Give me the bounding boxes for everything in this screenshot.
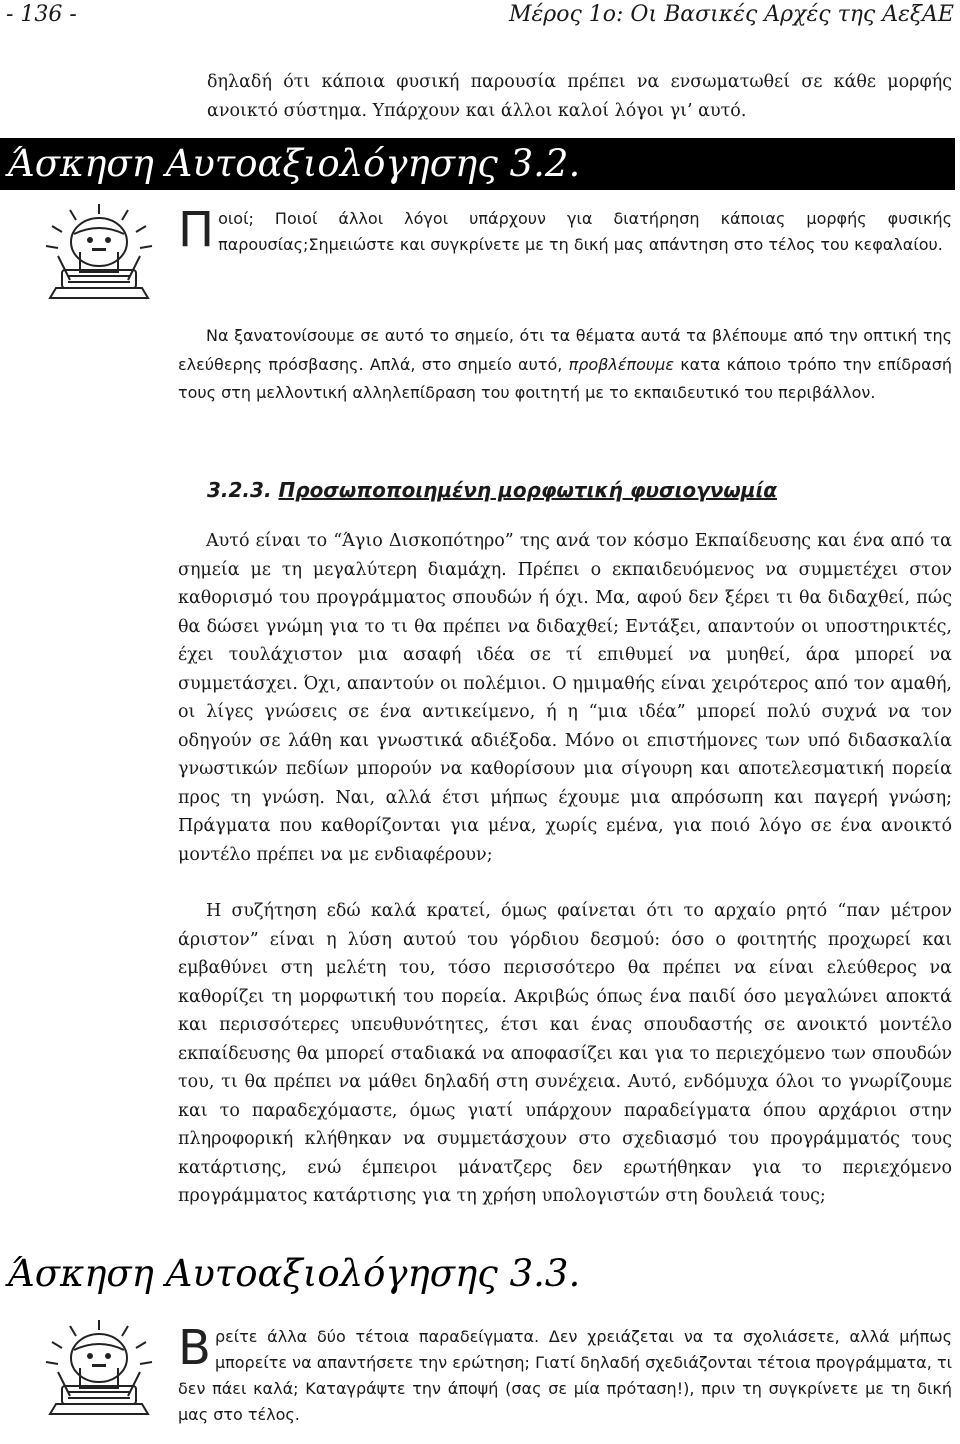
intro-paragraph: δηλαδή ότι κάποια φυσική παρουσία πρέπει να ενσωματωθεί σε κάθε μορφής ανοικτό σύστημα. Υπάρχουν και άλλοι καλοί λόγοι γι’ αυτό. [207,72,952,121]
paragraph-text: Να ξανατονίσουμε σε αυτό το σημείο, ότι τα θέματα αυτά τα βλέπουμε από την οπτική της ελεύθερης πρόσβασης. Απλά, στο σημείο αυτό, [178,326,952,374]
paragraph-text: κατα κάποιο τρόπο την επίδρασή τους στη μελλοντική αλληλεπίδραση του φοιτητή με το εκπαιδευτικό του περιβάλλον. [178,354,953,402]
self-assessment-writer-icon [40,1316,158,1418]
exercise-question: οιοί; Ποιοί άλλοι λόγοι υπάρχουν για διατήρηση κάποιας μορφής φυσικής παρουσίας;Σημειώστε και συγκρίνετε με τη δική μας απάντηση στο τέλος του κεφαλαίου. [218,209,952,254]
exercise-3-3-text [178,1320,952,1428]
self-assessment-writer-icon [40,200,158,302]
exercise-title: Άσκηση Αυτοαξιολόγησης 3.2. [8,142,581,185]
exercise-3-2-text [178,202,952,258]
dropcap: Β [178,1320,211,1376]
dropcap: Π [178,202,215,258]
subsection-title: Προσωποποιημένη μορφωτική φυσιογνωμία [278,478,778,502]
page-number: - 136 - [6,2,77,27]
exercise-title-3-3: Άσκηση Αυτοαξιολόγησης 3.3. [8,1252,581,1295]
emphasis-word: προβλέπουμε [568,354,674,374]
running-title: Μέρος 1ο: Οι Βασικές Αρχές της ΑεξΑΕ [508,2,954,27]
section-band-exercise-3-2 [0,138,955,190]
exercise-question: ρείτε άλλα δύο τέτοια παραδείγματα. Δεν χρειάζεται να τα σχολιάσετε, αλλά μήπως μπορείτε να απαντήσετε την ερώτηση; Γιατί δηλαδή σχεδιάζονται τέτοια προγράμματα, τι δεν πάει καλά; Καταγράψτε την άποψή (σας σε μία πρόταση!), πριν τη συγκρίνετε με τη δική μας στο τέλος. [178,1327,952,1424]
subsection-heading [207,478,777,502]
paragraph-discussion: Η συζήτηση εδώ καλά κρατεί, όμως φαίνεται ότι το αρχαίο ρητό “παν μέτρον άριστον” είναι η λύση αυτού του γόρδιου δεσμού: όσο ο φοιτητής προχωρεί και εμβαθύνει στη μελέτη του, τόσο περισσότερο θα πρέπει να είναι ελεύθερος να καθορίζει τη μορφωτική του πορεία. Ακριβώς όπως ένα παιδί όσο μεγαλώνει αποκτά και περισσότερες υπευθυνότητες, έτσι και ένας σπουδαστής σε ανοικτό μοντέλο εκπαίδευσης θα μπορεί σταδιακά να αποφασίζει και για το περιεχόμενο των σπουδών του, τι θα πρέπει να μάθει δηλαδή στη συνέχεια. Αυτό, ενδόμυχα όλοι το γνωρίζουμε και το παραδεχόμαστε, όμως γιατί υπάρχουν παραδείγματα όπου αρχάριοι στην πληροφορική κλήθηκαν να συμμετάσχουν στο σχεδιασμό του προγράμματός τους κατάρτισης, ενώ έμπειροι μάνατζερς δεν ερωτήθηκαν για το περιεχόμενο προγράμματος κατάρτισης για τη χρήση υπολογιστών στη δουλειά τους; [178,901,952,1206]
subsection-number: 3.2.3. [207,478,272,502]
paragraph-holy-grail: Αυτό είναι το “Άγιο Δισκοπότηρο” της ανά τον κόσμο Εκπαίδευσης και ένα από τα σημεία με τη μεγαλύτερη διαμάχη. Πρέπει ο εκπαιδευόμενος να συμμετέχει στον καθορισμό του προγράμματος σπουδών ή όχι. Μα, αφού δεν ξέρει τι θα διδαχθεί, πώς θα δώσει γνώμη για το τι θα πρέπει να διδαχθεί; Εντάξει, απαντούν οι υποστηρικτές, έχει τουλάχιστον μια ασαφή ιδέα σε τί επιθυμεί να μυηθεί, άρα μπορεί να συμμετάσχει. Όχι, απαντούν οι πολέμιοι. Ο ημιμαθής είναι χειρότερος από τον αμαθή, οι λίγες γνώσεις σε ένα αντικείμενο, ή η “μια ιδέα” μπορεί πολύ συχνά να τον οδηγούν σε λάθη και γνωστικά αδιέξοδα. Μόνο οι επιστήμονες των υπό διδασκαλία γνωστικών πεδίων μπορούν να καθορίσουν μια σίγουρη και αποτελεσματική πορεία προς τη γνώση. Ναι, αλλά έτσι μήπως έχουμε μια απρόσωπη και παγερή γνώση; Πράγματα που καθορίζονται για μένα, χωρίς εμένα, για ποιό λόγο σε ένα ανοικτό μοντέλο πρέπει να με ενδιαφέρουν; [178,531,952,865]
paragraph-perspective [178,322,952,408]
